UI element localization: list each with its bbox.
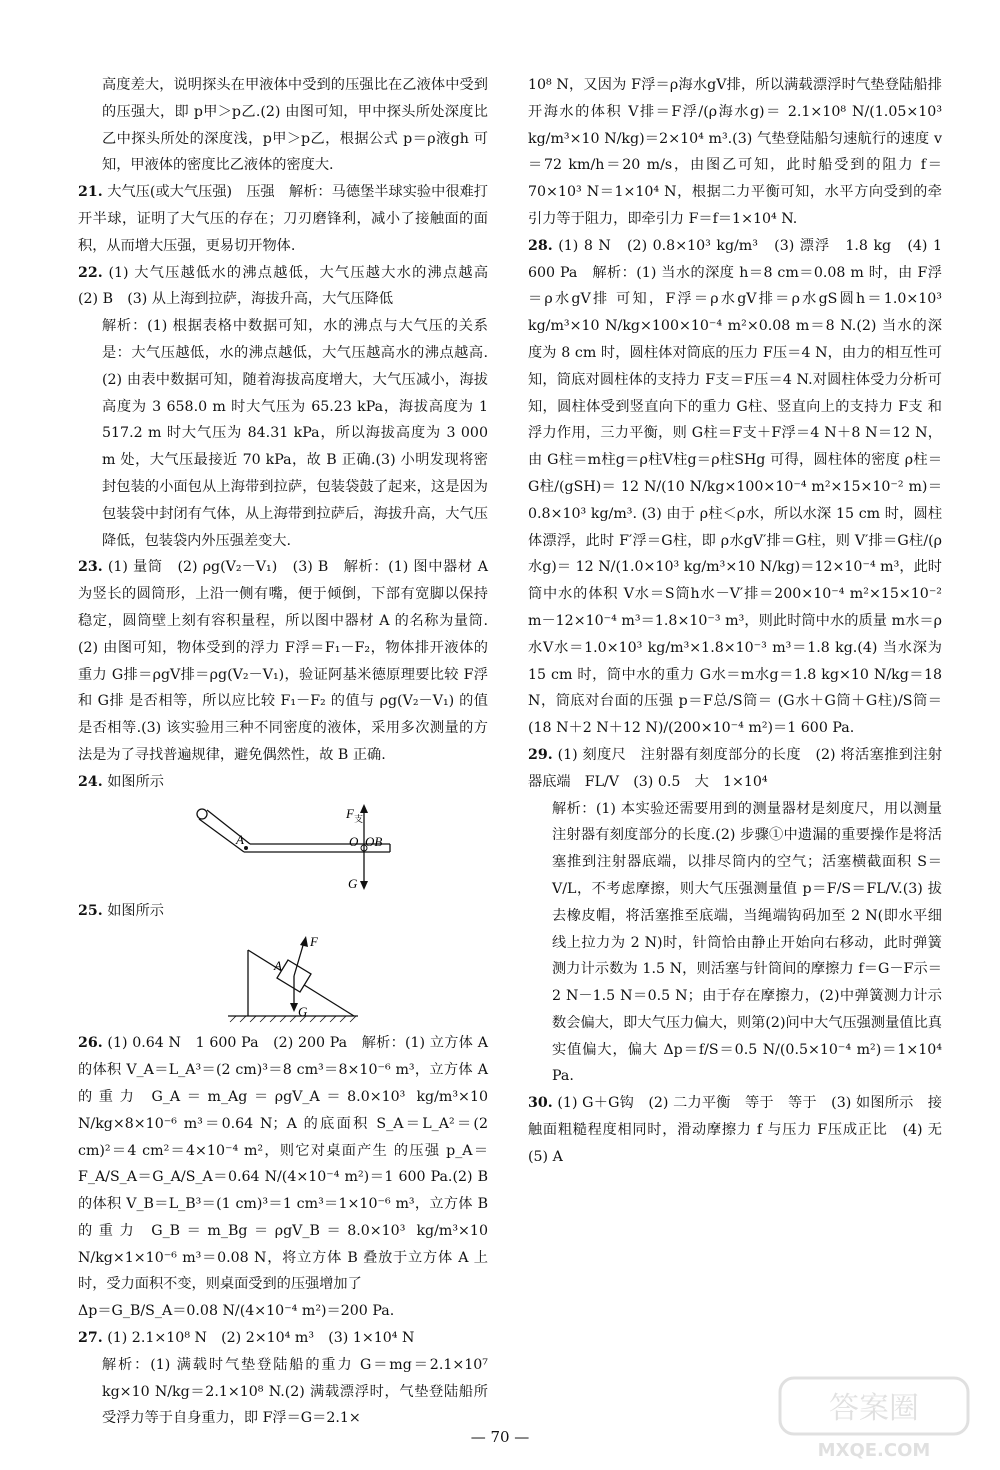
label-a: A: [236, 831, 244, 847]
page-number: — 70 —: [470, 1428, 530, 1446]
watermark-text: MXQE.COM: [817, 1440, 931, 1461]
answer-text-cont-2: 12 N/(10 N/kg×100×10⁻⁴ m²×15×10⁻² m)＝0.8×10³ kg/m³.: [528, 478, 943, 522]
answer-29-explanation: 解析：(1) 本实验还需要用到的测量器材是刻度尺，用以测量注射器有刻度部分的长度.(2) 步骤①中遗漏的重要操作是将活塞推到注射器底端，以排尽筒内的空气；活塞横截面积 S＝V/L，不考虑摩擦，则大气压强测量值 p＝F/S＝FL/V.(3) 拔去橡皮帽，将活塞推至底端，当绳端钩码加至 2 N(即水平细线上拉力为 2 N)时，针筒恰由静止开始向右移动，此时弹簧测力计示数为 1.5 N，则活塞与针筒间的摩擦力 f＝G－F示＝2 N－1.5 N＝0.5 N；由于存在摩擦力，(2)中弹簧测力计示数会偏大，即大气压力偏大，则第(2)问中大气压强测量值比真实值偏大，偏大 Δp＝f/S＝0.5 N/(0.5×10⁻⁴ m²)＝1×10⁴ Pa.: [552, 800, 942, 1085]
question-number: 22.: [78, 264, 103, 281]
intro-paragraph: 高度差大，说明探头在甲液体中受到的压强比在乙液体中受到的压强大，即 p甲＞p乙.(2) 由图可知，甲中探头所处深度比乙中探头所处的深度浅，p甲＞p乙，根据公式 p＝ρ液gh 可知，甲液体的密度比乙液体的密度大.: [102, 77, 488, 174]
label-g: G: [298, 1004, 308, 1020]
label-g: G: [348, 875, 358, 891]
answer-22-explanation: 解析：(1) 根据表格中数据可知，水的沸点与大气压的关系是：大气压越低，水的沸点越低，大气压越高水的沸点越高.(2) 由表中数据可知，随着海拔高度增大，大气压减小，海拔高度为 3 658.0 m 时大气压为 65.23 kPa，海拔高度为 1 517.2 m 时大气压为 84.31 kPa，所以海拔高度为 3 000 m 处，大气压最接近 70 kPa，故 B 正确.(3) 小明发现将密封包装的小面包从上海带到拉萨，包装袋鼓了起来，这是因为包装袋中封闭有气体，从上海带到拉萨后，海拔升高，大气压降低，包装袋内外压强差变大.: [102, 318, 488, 549]
lever-diagram: [78, 800, 488, 892]
answer-text-cont-4: 12 N/(1.0×10³ kg/m³×10 N/kg)＝12×10⁻⁴ m³，此时筒中水的体积 V水＝S筒h水－V′排＝200×10⁻⁴ m²×15×10⁻² m－12×10⁻⁴ m³＝1.8×10⁻³ m³，则此时筒中水的质量 m水＝ρ水V水＝1.0×10³ kg/m³×1.8×10⁻³ m³＝1.8 kg.(4) 当水深为 15 cm 时，筒中水的重力 G水＝m水g＝1.8 kg×10 N/kg＝18 N，筒底对台面的压强 p＝F总/S筒＝: [528, 559, 942, 710]
answer-text-cont-1: 可得，圆柱体的密度 ρ柱＝G柱/(gSH)＝: [528, 452, 943, 495]
label-f-sub: 支: [354, 814, 364, 825]
answer-30: [528, 1090, 957, 1170]
answer-text: (1) 0.64 N 1 600 Pa (2) 200 Pa 解析：(1) 立方体 A 的体积 V_A＝L_A³＝(2 cm)³＝8 cm³＝8×10⁻⁶ m³，立方体 A 的重力 G_A＝m_Ag＝ρgV_A＝8.0×10³ kg/m³×10 N/kg×8×10⁻⁶ m³＝0.64 N；A 的底面积 S_A＝L_A²＝(2 cm)²＝4 cm²＝4×10⁻⁴ m²，则它对桌面产生: [78, 1035, 488, 1159]
answer-text: (1) 刻度尺 注射器有刻度部分的长度 (2) 将活塞推到注射器底端 FL/V (3) 0.5 大 1×10⁴: [528, 746, 943, 790]
answer-text: (1) 2.1×10⁸ N (2) 2×10⁴ m³ (3) 1×10⁴ N: [107, 1330, 415, 1347]
label-ob: OB: [365, 833, 383, 849]
answer-text-cont-5: (G水＋G筒＋G柱)/S筒＝(18 N＋2 N＋12 N)/(200×10⁻⁴ m²)＝1 600 Pa.: [528, 693, 942, 737]
answer-27-cont: [528, 72, 942, 233]
question-number: 25.: [78, 902, 103, 919]
answer-27: [78, 1325, 488, 1352]
label-f: F: [310, 934, 318, 950]
left-column: [78, 72, 503, 1432]
answer-text: 如图所示: [107, 902, 164, 919]
answer-text: 大气压(或大气压强) 压强 解析：马德堡半球实验中很难打开半球，证明了大气压的存在；刀刃磨锋利，减小了接触面的面积，从而增大压强，更易切开物体.: [78, 184, 488, 254]
answer-text-cont-3: (3) 由于 ρ柱＜ρ水，所以水深 15 cm 时，圆柱体漂浮，此时 F′浮＝G柱，即 ρ水gV′排＝G柱，则 V′排＝G柱/(ρ水g)＝: [528, 505, 943, 576]
answer-text: (1) 大气压越低水的沸点越低，大气压越大水的沸点越高 (2) B (3) 从上海到拉萨，海拔升高，大气压降低: [78, 264, 503, 308]
answer-text: (1) G＋G钩 (2) 二力平衡 等于 等于 (3) 如图所示 接触面粗糙程度相同时，滑动摩擦力 f 与压力 F压成正比 (4) 无 (5) A: [528, 1095, 957, 1165]
lever-figure: [78, 800, 488, 892]
question-number: 23.: [78, 559, 103, 576]
question-number: 30.: [528, 1095, 553, 1112]
answer-24: [78, 769, 488, 796]
answer-22: [78, 260, 503, 314]
watermark-brand: 答案圈: [829, 1391, 919, 1426]
answer-text: 2.1×10⁸ N/(1.05×10³ kg/m³×10 N/kg)＝2×10⁴ m³.(3) 气垫登陆船匀速航行的速度 v＝72 km/h＝20 m/s，由图乙可知，此时船受到的阻力 f＝70×10³ N＝1×10⁴ N，根据二力平衡可知，水平方向受到的牵引力等于阻力，即牵引力 F＝f＝1×10⁴ N.: [528, 103, 943, 227]
answer-text: (1) 8 N (2) 0.8×10³ kg/m³ (3) 漂浮 1.8 kg (4) 1 600 Pa 解析：(1) 当水的深度 h＝8 cm＝0.08 m 时，由 F浮＝ρ水gV排 可知，F浮＝ρ水gV排＝ρ水gS圆h＝1.0×10³ kg/m³×10 N/kg×100×10⁻⁴ m²×0.08 m＝8 N.(2) 当水的深度为 8 cm 时，圆柱体对筒底的压力 F压＝4 N，由力的相互性可知，筒底对圆柱体的支持力 F支＝F压＝4 N.对圆柱体受力分析可知，圆柱体受到竖直向下的重力 G柱、竖直向上的支持力 F支 和浮力作用，三力平衡，则 G柱＝F支＋F浮＝4 N＋8 N＝12 N，由 G柱＝m柱g＝ρ柱V柱g＝ρ柱SHg: [528, 237, 942, 469]
question-number: 21.: [78, 184, 103, 201]
answer-29: [528, 742, 942, 796]
answer-text: (1) 量筒 (2) ρg(V₂－V₁) (3) B 解析：(1) 图中器材 A 为竖长的圆筒形，上沿一侧有嘴，便于倾倒，下部有宽脚以保持稳定，圆筒壁上刻有容积量程，所以图中器材 A 的名称为量筒.(2) 由图可知，物体受到的浮力 F浮＝F₁－F₂，物体排开液体的重力 G排＝ρgV排＝ρg(V₂－V₁)，验证阿基米德原理要比较 F浮 和 G排 是否相等，所以应比较 F₁－F₂ 的值与 ρg(V₂－V₁) 的值是否相等.(3) 该实验用三种不同密度的液体，采用多次测量的方法是为了寻找普遍规律，避免偶然性，故 B 正确.: [78, 559, 489, 763]
incline-figure: [78, 928, 488, 1024]
right-column: [528, 72, 957, 1171]
label-a: A: [274, 958, 282, 974]
question-number: 29.: [528, 746, 553, 763]
answer-text: 10⁸ N，又因为 F浮＝ρ海水gV排，所以满载漂浮时气垫登陆船排开海水的体积 V排＝F浮/(ρ海水g)＝: [528, 77, 942, 120]
question-number: 26.: [78, 1035, 103, 1052]
answer-text-cont-1: 的压强 p_A＝F_A/S_A＝G_A/S_A＝0.64 N/(4×10⁻⁴ m²)＝1 600 Pa.(2) B: [78, 1142, 489, 1186]
answer-25: [78, 898, 488, 925]
answer-28: [528, 233, 942, 742]
question-number: 28.: [528, 237, 553, 254]
answer-21: [78, 179, 488, 259]
question-number: 24.: [78, 773, 103, 790]
question-number: 27.: [78, 1330, 103, 1347]
answer-text: 如图所示: [107, 773, 164, 790]
label-o: O: [349, 833, 359, 849]
answer-text-cont-2: 的体积 V_B＝L_B³＝(1 cm)³＝1 cm³＝1×10⁻⁶ m³，立方体 B 的重力 G_B＝m_Bg＝ρgV_B＝8.0×10³ kg/m³×10 N/kg×1×10⁻⁶ m³＝0.08 N，将立方体 B 叠放于立方体 A 上时，受力面积不变，则桌面受到的压强增加了: [78, 1196, 488, 1293]
incline-diagram: [78, 928, 488, 1024]
answer-23: [78, 554, 488, 768]
watermark-logo: [774, 1372, 974, 1462]
answer-text-cont-3: Δp＝G_B/S_A＝0.08 N/(4×10⁻⁴ m²)＝200 Pa.: [78, 1303, 395, 1320]
answer-26: [78, 1030, 488, 1325]
label-f: F: [346, 805, 354, 821]
answer-27-explanation: 解析：(1) 满载时气垫登陆船的重力 G＝mg＝2.1×10⁷ kg×10 N/kg＝2.1×10⁸ N.(2) 满载漂浮时，气垫登陆船所受浮力等于自身重力，即 F浮＝G＝2.1×: [102, 1356, 488, 1427]
